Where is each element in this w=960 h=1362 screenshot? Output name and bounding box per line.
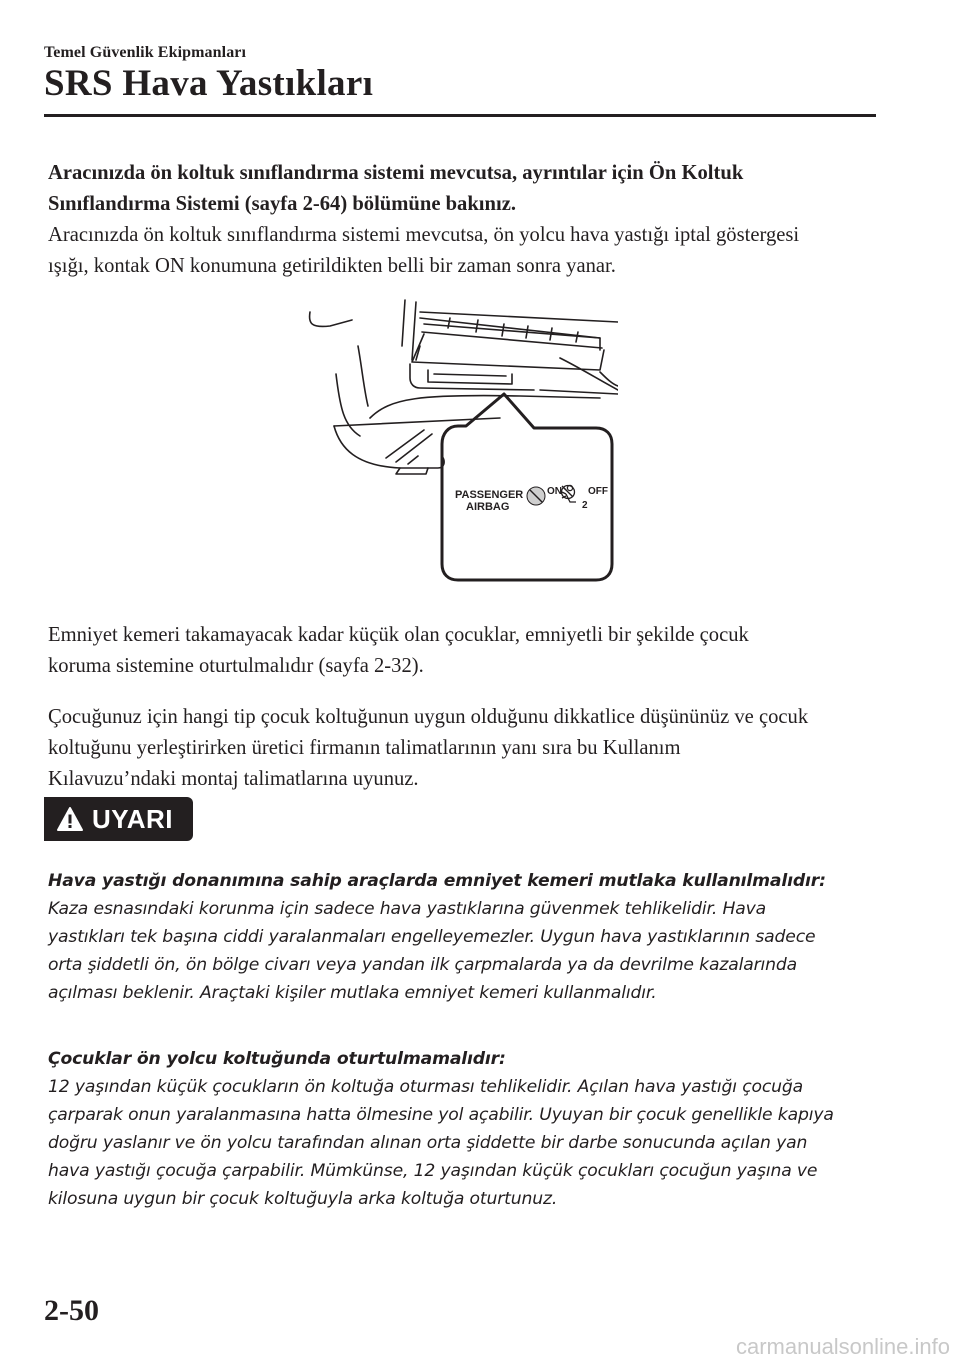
- body-para2-line-3: Kılavuzu’ndaki montaj talimatlarına uyunuz.: [48, 768, 419, 790]
- section-label: Temel Güvenlik Ekipmanları: [44, 44, 247, 61]
- warning-badge: [44, 797, 193, 841]
- warning-block1-line-2: yastıkları tek başına ciddi yaralanmaları engelleyemezler. Uygun hava yastıklarının sadece: [48, 927, 816, 947]
- warning-block2-line-4: hava yastığı çocuğa çarpabilir. Mümkünse, 12 yaşından küçük çocukları çocuğun yaşına ve: [48, 1161, 818, 1181]
- warning-block1-line-1: Kaza esnasındaki korunma için sadece hava yastıklarına güvenmek tehlikelidir. Hava: [48, 899, 767, 919]
- warning-block2-line-2: çarparak onun yaralanmasına hatta ölmesine yol açabilir. Uyuyan bir çocuk genellikle kapıya: [48, 1105, 834, 1125]
- indicator-seat-number: 2: [582, 500, 588, 511]
- page-number: 2-50: [44, 1294, 99, 1327]
- indicator-location-figure: [300, 298, 618, 586]
- body-para2-line-1: Çocuğunuz için hangi tip çocuk koltuğunun uygun olduğunu dikkatlice düşününüz ve çocuk: [48, 706, 809, 728]
- warning-block1-line-3: orta şiddetli ön, ön bölge civarı veya yandan ilk çarpmalarda ya da devrilme kazalarında: [48, 955, 798, 975]
- warning-block1-line-4: açılması beklenir. Araçtaki kişiler mutlaka emniyet kemeri kullanmalıdır.: [48, 983, 657, 1003]
- body-para2-line-2: koltuğunu yerleştirirken üretici firmanın talimatlarının yanı sıra bu Kullanım: [48, 737, 681, 759]
- warning-block2-heading: Çocuklar ön yolcu koltuğunda oturtulmamalıdır:: [48, 1049, 506, 1069]
- title-rule: [44, 114, 876, 117]
- body-para1-line-1: Emniyet kemeri takamayacak kadar küçük olan çocuklar, emniyetli bir şekilde çocuk: [48, 624, 749, 646]
- indicator-label-passenger: PASSENGER: [455, 489, 524, 501]
- intro-bold-line-2: Sınıflandırma Sistemi (sayfa 2-64) bölümüne bakınız.: [48, 193, 516, 215]
- watermark: carmanualsonline.info: [735, 1334, 950, 1359]
- dashboard-illustration: [300, 298, 618, 586]
- body-para1-line-2: koruma sistemine oturtulmalıdır (sayfa 2-32).: [48, 655, 424, 677]
- warning-block1-heading: Hava yastığı donanımına sahip araçlarda emniyet kemeri mutlaka kullanılmalıdır:: [48, 871, 826, 891]
- intro-line-1: Aracınızda ön koltuk sınıflandırma sistemi mevcutsa, ön yolcu hava yastığı iptal göstergesi: [48, 224, 800, 246]
- warning-badge-label: UYARI: [92, 803, 174, 834]
- indicator-label-airbag: AIRBAG: [466, 501, 510, 513]
- warning-block2-line-3: doğru yaslanır ve ön yolcu tarafından alınan orta şiddette bir darbe sonucunda açılan yan: [48, 1133, 808, 1153]
- page-title: SRS Hava Yastıkları: [44, 63, 374, 104]
- indicator-on-label: ON: [547, 486, 562, 497]
- warning-triangle-icon: [56, 806, 84, 832]
- intro-bold-line-1: Aracınızda ön koltuk sınıflandırma sistemi mevcutsa, ayrıntılar için Ön Koltuk: [48, 162, 744, 184]
- warning-block2-line-1: 12 yaşından küçük çocukların ön koltuğa oturması tehlikelidir. Açılan hava yastığı çocuğa: [48, 1077, 804, 1097]
- warning-block2-line-5: kilosuna uygun bir çocuk koltuğuyla arka koltuğa oturtunuz.: [48, 1189, 558, 1209]
- indicator-off-label: OFF: [588, 486, 608, 497]
- intro-line-2: ışığı, kontak ON konumuna getirildikten belli bir zaman sonra yanar.: [48, 255, 616, 277]
